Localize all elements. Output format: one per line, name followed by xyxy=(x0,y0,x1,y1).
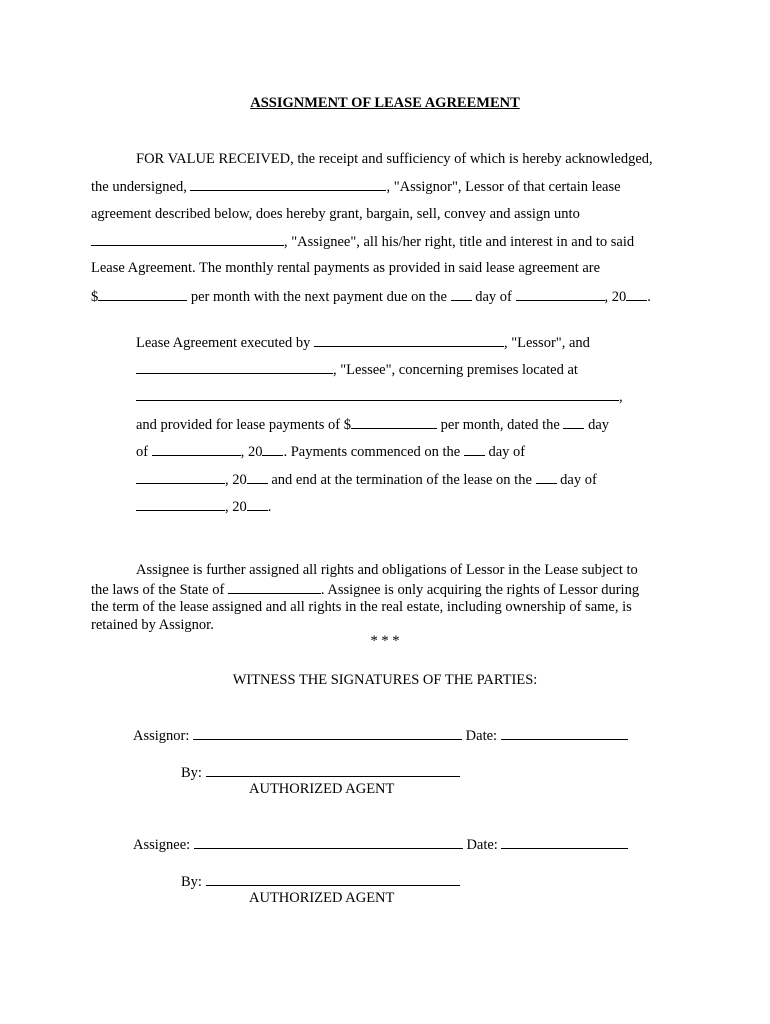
para3-line1: Assignee is further assigned all rights and obligations of Lessor in the Lease subject to xyxy=(136,562,638,578)
para3-text: the laws of the State of xyxy=(91,582,225,598)
para2-text: day of xyxy=(560,472,597,488)
end-month-blank[interactable] xyxy=(136,497,225,511)
assignee-signature-line xyxy=(133,835,628,854)
lessee-name-blank[interactable] xyxy=(136,360,333,374)
para2-text: , 20 xyxy=(240,444,263,460)
para2-text: Lease Agreement executed by xyxy=(136,335,311,351)
assignee-agent-blank[interactable] xyxy=(206,872,460,886)
assignor-agent-blank[interactable] xyxy=(206,763,460,777)
para2-text: and end at the termination of the lease on the xyxy=(271,472,532,488)
section-separator: * * * xyxy=(370,633,400,649)
para1-text: , "Assignee", all his/her right, title and interest in and to said xyxy=(284,234,635,250)
para2-line3 xyxy=(136,387,623,406)
assignee-name-blank[interactable] xyxy=(91,232,284,246)
dated-month-blank[interactable] xyxy=(152,442,241,456)
para1-line4 xyxy=(91,232,634,251)
assignee-date-blank[interactable] xyxy=(501,835,628,849)
assignor-signature-line xyxy=(133,726,628,745)
date-label: Date: xyxy=(465,728,498,744)
para2-line1 xyxy=(136,333,590,352)
assignee-signature-blank[interactable] xyxy=(194,835,463,849)
para3-line2 xyxy=(91,580,639,599)
witness-heading: WITNESS THE SIGNATURES OF THE PARTIES: xyxy=(232,672,538,688)
para1-text: . xyxy=(647,289,651,305)
next-payment-year-blank[interactable] xyxy=(626,287,647,301)
next-payment-month-blank[interactable] xyxy=(516,287,605,301)
para1-text: , "Assignor", Lessor of that certain lease xyxy=(386,179,621,195)
para2-text: . Payments commenced on the xyxy=(283,444,461,460)
assignor-date-blank[interactable] xyxy=(501,726,628,740)
para2-text: , 20 xyxy=(225,472,247,488)
para2-text: and provided for lease payments of $ xyxy=(136,417,352,433)
state-blank[interactable] xyxy=(228,580,321,594)
by-label: By: xyxy=(181,765,202,781)
para2-text: , "Lessee", concerning premises located at xyxy=(333,362,578,378)
lease-payment-amount-blank[interactable] xyxy=(351,415,437,429)
end-year-blank[interactable] xyxy=(247,497,268,511)
next-payment-day-blank[interactable] xyxy=(451,287,472,301)
para1-line1: FOR VALUE RECEIVED, the receipt and sufficiency of which is hereby acknowledged, xyxy=(136,151,653,167)
para2-text: of xyxy=(136,444,149,460)
authorized-agent-label: AUTHORIZED AGENT xyxy=(249,890,395,906)
para1-text: day of xyxy=(475,289,512,305)
para2-line7 xyxy=(136,497,271,516)
para2-text: per month, dated the xyxy=(440,417,560,433)
para2-text: day of xyxy=(488,444,526,460)
para2-line4 xyxy=(136,415,609,434)
para1-line5: Lease Agreement. The monthly rental payments as provided in said lease agreement are xyxy=(91,260,601,276)
para3-text: . Assignee is only acquiring the rights of Lessor during xyxy=(320,582,640,598)
para1-text: per month with the next payment due on the xyxy=(190,289,447,305)
para2-text: , xyxy=(619,389,623,405)
authorized-agent-label: AUTHORIZED AGENT xyxy=(249,781,395,797)
para1-text: the undersigned, xyxy=(91,179,187,195)
end-day-blank[interactable] xyxy=(536,470,557,484)
para2-text: , "Lessor", and xyxy=(503,335,590,351)
dated-year-blank[interactable] xyxy=(262,442,283,456)
lessor-name-blank[interactable] xyxy=(314,333,504,347)
para2-text: , 20 xyxy=(225,499,247,515)
para2-line6 xyxy=(136,470,597,489)
para2-text: . xyxy=(267,499,272,515)
dated-day-blank[interactable] xyxy=(563,415,584,429)
para1-line6 xyxy=(91,287,651,306)
para2-line5 xyxy=(136,442,525,461)
document-title: ASSIGNMENT OF LEASE AGREEMENT xyxy=(250,95,520,111)
para1-line2 xyxy=(91,177,621,196)
para3-line4: retained by Assignor. xyxy=(91,617,214,633)
assignor-signature-blank[interactable] xyxy=(193,726,462,740)
assignee-label: Assignee: xyxy=(133,837,191,853)
para1-line3: agreement described below, does hereby grant, bargain, sell, convey and assign unto xyxy=(91,206,580,222)
monthly-payment-blank[interactable] xyxy=(98,287,187,301)
commenced-month-blank[interactable] xyxy=(136,470,225,484)
commenced-day-blank[interactable] xyxy=(464,442,485,456)
para1-text: , 20 xyxy=(604,289,627,305)
date-label: Date: xyxy=(466,837,498,853)
assignor-label: Assignor: xyxy=(133,728,190,744)
by-label: By: xyxy=(181,874,202,890)
commenced-year-blank[interactable] xyxy=(247,470,268,484)
assignor-name-blank[interactable] xyxy=(190,177,386,191)
para2-line2 xyxy=(136,360,578,379)
premises-address-blank[interactable] xyxy=(136,387,619,401)
para2-text: day xyxy=(588,417,610,433)
para1-text: $ xyxy=(91,289,99,305)
para3-line3: the term of the lease assigned and all rights in the real estate, including ownership of same, is xyxy=(91,599,632,615)
